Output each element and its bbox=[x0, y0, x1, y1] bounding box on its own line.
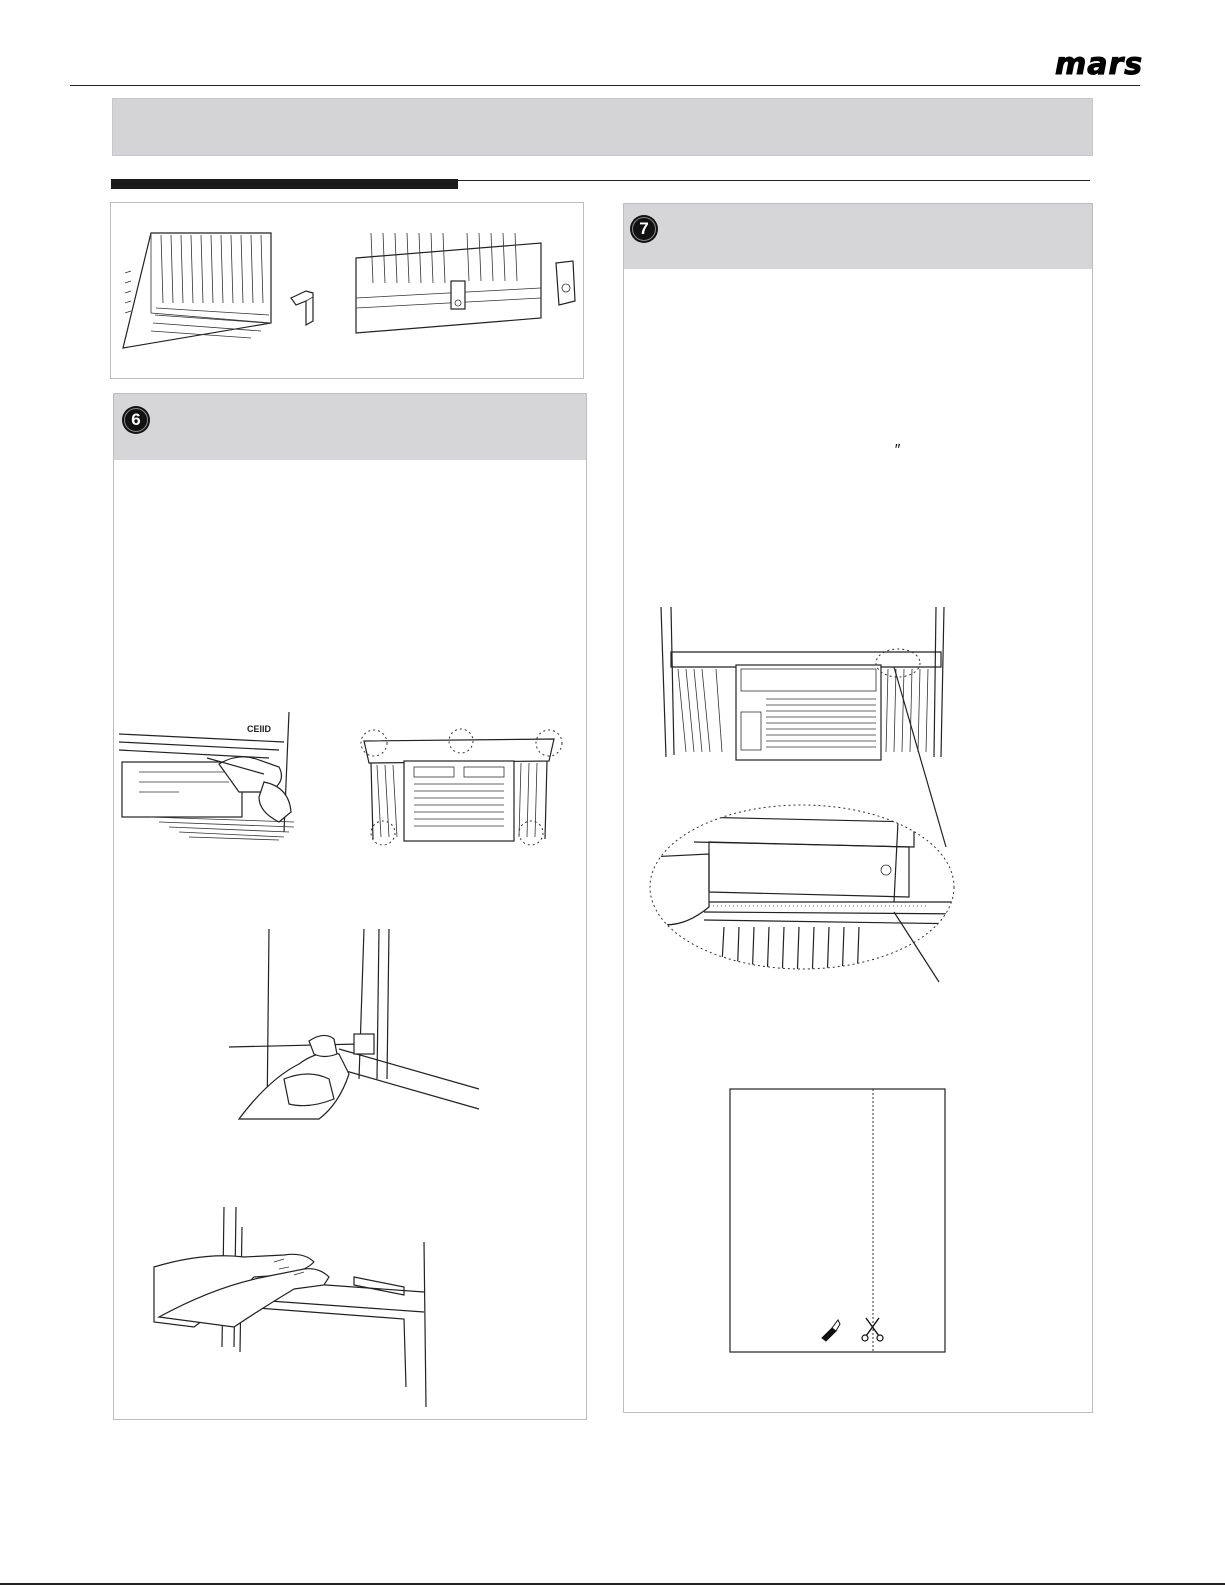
screw-locations-illustration bbox=[359, 719, 564, 849]
bracket-figure-panel bbox=[110, 202, 584, 379]
magnified-detail-illustration bbox=[649, 802, 964, 982]
bracket-illustration bbox=[111, 203, 583, 378]
window-corner-drawing bbox=[123, 233, 271, 348]
step-6-panel bbox=[113, 393, 587, 1420]
inch-mark: ″ bbox=[894, 442, 900, 459]
step-7-badge: 7 bbox=[630, 215, 658, 243]
section-bar bbox=[111, 179, 458, 189]
foam-cut-diagram bbox=[729, 1088, 947, 1354]
step-6-header bbox=[114, 394, 586, 460]
step-7-header bbox=[624, 204, 1092, 269]
screw-top-illustration bbox=[119, 712, 304, 842]
u-clip-drawing bbox=[556, 261, 575, 305]
section-banner bbox=[112, 98, 1093, 156]
brand-logo-text: mars bbox=[1055, 47, 1144, 82]
step-6-badge: 6 bbox=[122, 406, 150, 434]
l-bracket-drawing bbox=[291, 291, 313, 325]
brand-logo bbox=[1055, 48, 1145, 82]
header-rule bbox=[70, 85, 1140, 86]
window-unit-illustration bbox=[656, 607, 956, 767]
window-sill-drawing bbox=[356, 233, 541, 333]
seal-press-illustration bbox=[154, 1207, 444, 1407]
step-7-panel bbox=[623, 203, 1093, 1413]
section-rule bbox=[458, 180, 1090, 181]
bracket-screw-illustration bbox=[229, 929, 489, 1124]
svg-text:CEIID: CEIID bbox=[247, 724, 272, 734]
